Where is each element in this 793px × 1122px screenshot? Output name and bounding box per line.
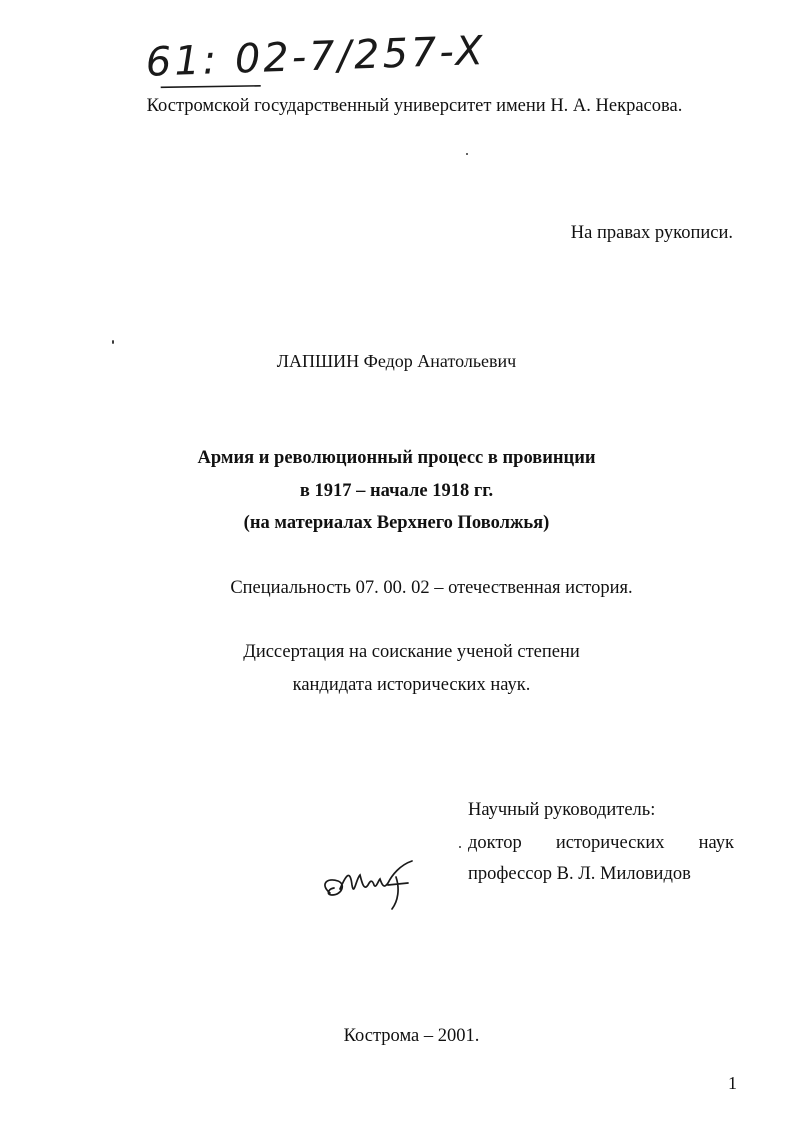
archive-code-text: 61: 02-7/257-X xyxy=(145,27,487,86)
supervisor-heading: Научный руководитель: xyxy=(468,800,656,820)
university-name: Костромской государственный университет имени Н. А. Некрасова. xyxy=(146,96,683,116)
dissertation-title-line-1: Армия и революционный процесс в провинции xyxy=(197,448,596,468)
degree-line-2: кандидата исторических наук. xyxy=(292,675,531,695)
supervisor-name: профессор В. Л. Миловидов xyxy=(468,864,691,884)
handwritten-signature xyxy=(316,855,426,920)
scan-speck xyxy=(459,846,461,848)
degree-line-1: Диссертация на соискание ученой степени xyxy=(243,642,580,662)
archive-underline-strokes xyxy=(139,16,541,105)
dissertation-title-line-3: (на материалах Верхнего Поволжья) xyxy=(243,513,550,533)
author-name: ЛАПШИН Федор Анатольевич xyxy=(276,351,517,371)
city-year: Кострома – 2001. xyxy=(343,1026,480,1046)
archive-stamp-handwritten xyxy=(139,16,541,105)
manuscript-note: На правах рукописи. xyxy=(570,223,733,243)
specialty-line: Специальность 07. 00. 02 – отечественная история. xyxy=(230,578,633,598)
dissertation-title-line-2: в 1917 – начале 1918 гг. xyxy=(299,481,494,501)
supervisor-rank: доктор исторических наук xyxy=(468,833,734,853)
page-number: 1 xyxy=(728,1073,737,1093)
scan-speck xyxy=(466,153,468,155)
scan-speck xyxy=(112,340,114,344)
